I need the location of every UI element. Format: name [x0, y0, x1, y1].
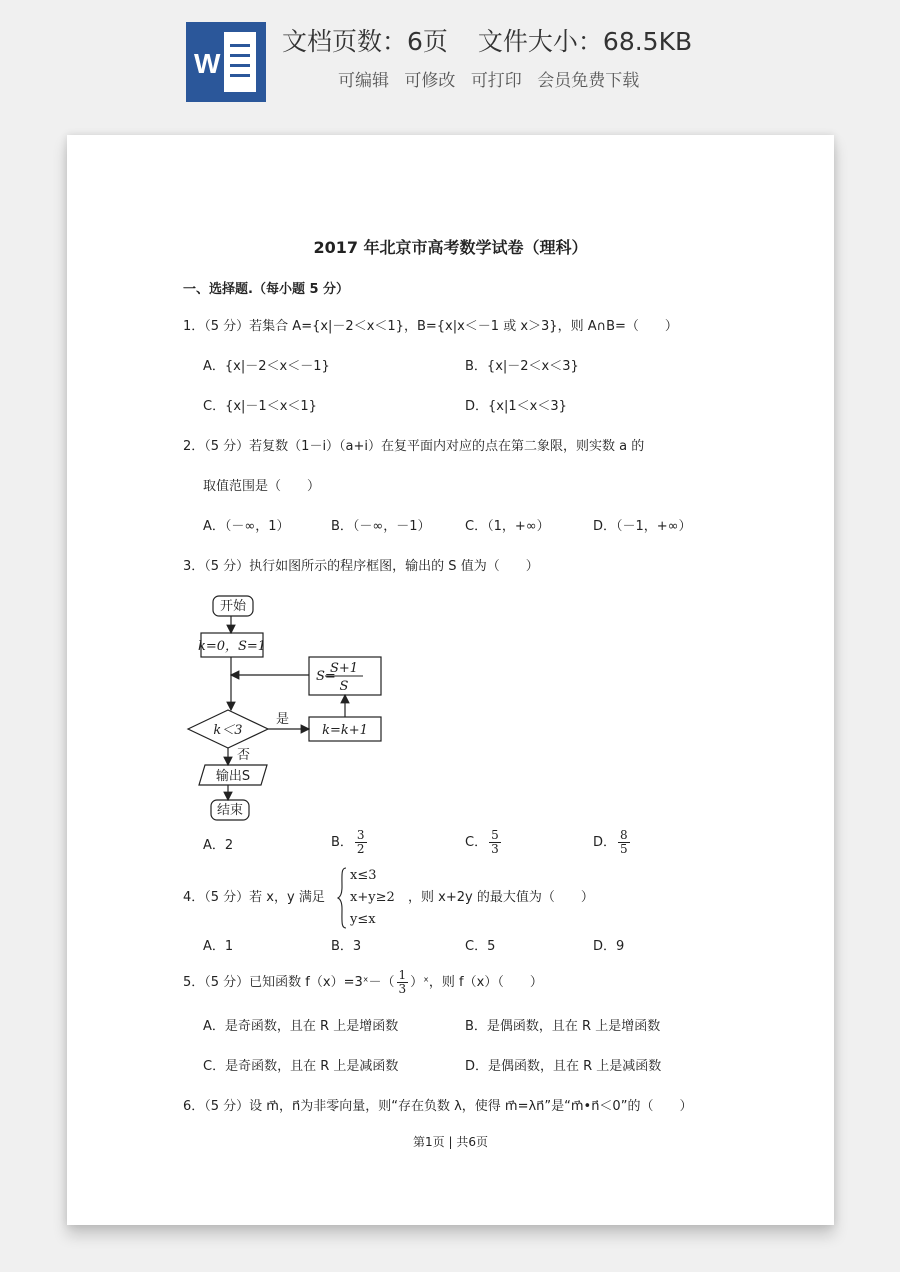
- document-title: 2017 年北京市高考数学试卷（理科）: [313, 238, 588, 257]
- q4-stem-post: ，则 x+2y 的最大值为（ ）: [408, 890, 594, 905]
- feature-list: [338, 66, 649, 91]
- word-document-icon: W: [186, 22, 266, 102]
- q2-option-a: A．（－∞，1）: [203, 519, 290, 534]
- q4-option-a: A．1: [203, 939, 234, 954]
- q1-stem: 1．（5 分）若集合 A={x|－2＜x＜1}，B={x|x＜－1 或 x＞3}，则 A∩B=（ ）: [183, 319, 678, 334]
- download-header: [0, 0, 900, 118]
- q3-stem: 3．（5 分）执行如图所示的程序框图，输出的 S 值为（ ）: [183, 559, 539, 574]
- q6-stem: 6．（5 分）设 m⃗，n⃗为非零向量，则“存在负数 λ，使得 m⃗=λn⃗”是“m⃗•n⃗＜0”的（ ）: [183, 1099, 693, 1114]
- flow-end-label: 结束: [216, 803, 244, 818]
- q3-option-a: A．2: [203, 838, 234, 853]
- q4-option-c: C．5: [465, 939, 496, 954]
- page-count: 文档页数：6页: [282, 27, 448, 56]
- q4-constraint-2: x+y≥2: [350, 890, 395, 905]
- feature-editable: 可编辑: [338, 71, 389, 91]
- flow-assign-numerator: S+1: [329, 661, 359, 676]
- flow-output-label: 输出S: [215, 769, 251, 784]
- q5-option-d: D．是偶函数，且在 R 上是减函数: [465, 1059, 662, 1074]
- q4-constraint-3: y≤x: [350, 912, 376, 927]
- q4-constraint-1: x≤3: [350, 868, 377, 883]
- flow-condition-label: k＜3: [213, 723, 243, 738]
- flow-increment-label: k=k+1: [322, 723, 368, 738]
- q3-option-d: D． $\frac{8}{5}$: [593, 828, 628, 856]
- q1-option-b: B．{x|－2＜x＜3}: [465, 359, 579, 374]
- q1-option-c: C．{x|－1＜x＜1}: [203, 399, 317, 414]
- q1-option-a: A．{x|－2＜x＜－1}: [203, 359, 330, 374]
- q4-brace: [337, 867, 347, 929]
- feature-member-free: 会员免费下载: [537, 71, 640, 91]
- feature-printable: 可打印: [470, 71, 522, 91]
- q2-option-b: B．（－∞，－1）: [331, 519, 431, 534]
- q4-stem-pre: 4．（5 分）若 x，y 满足: [183, 890, 325, 905]
- document-page: [67, 135, 834, 1225]
- file-info-title: [282, 22, 692, 58]
- q4-option-d: D．9: [593, 939, 625, 954]
- flow-assign-lhs: S=: [316, 669, 336, 684]
- q5-option-a: A．是奇函数，且在 R 上是增函数: [203, 1019, 399, 1034]
- q3-option-c: C． $\frac{5}{3}$: [465, 828, 499, 856]
- q2-stem-cont: 取值范围是（ ）: [203, 479, 321, 494]
- q2-stem: 2．（5 分）若复数（1－i）（a+i）在复平面内对应的点在第二象限，则实数 a 的: [183, 439, 645, 454]
- q5-option-c: C．是奇函数，且在 R 上是减函数: [203, 1059, 399, 1074]
- q3-option-b: B． $\frac{3}{2}$: [331, 828, 365, 856]
- q3-flowchart: [183, 593, 393, 828]
- q5-stem: 5．（5 分）已知函数 f（x）=3ˣ－（ $\frac{1}{3}$ ）ˣ，则 f（x）（ ）: [183, 968, 543, 996]
- flow-start-label: 开始: [219, 599, 247, 614]
- feature-modifiable: 可修改: [404, 71, 456, 91]
- page-footer: 第1页 | 共6页: [413, 1135, 488, 1149]
- file-size: 文件大小：68.5KB: [477, 27, 693, 56]
- q1-option-d: D．{x|1＜x＜3}: [465, 399, 567, 414]
- q4-option-b: B．3: [331, 939, 362, 954]
- flow-no-label: 否: [237, 748, 251, 763]
- section-heading: 一、选择题.（每小题 5 分）: [183, 282, 350, 297]
- flow-assign-denominator: S: [339, 679, 349, 694]
- flow-yes-label: 是: [276, 712, 290, 727]
- flow-init-label: k=0，S=1: [197, 639, 267, 654]
- q5-option-b: B．是偶函数，且在 R 上是增函数: [465, 1019, 661, 1034]
- q2-option-c: C．（1，+∞）: [465, 519, 550, 534]
- q2-option-d: D．（－1，+∞）: [593, 519, 692, 534]
